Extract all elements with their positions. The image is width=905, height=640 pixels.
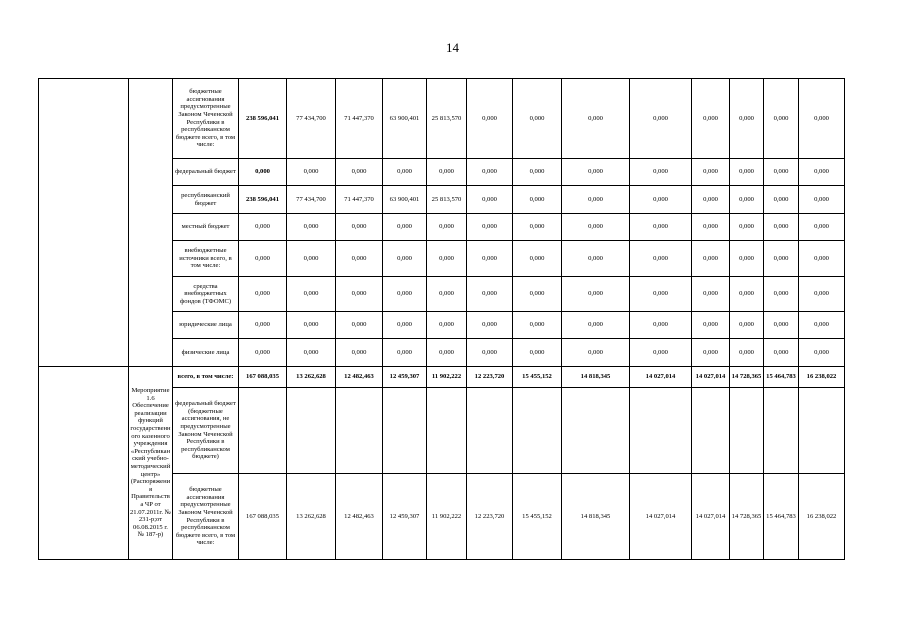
table-cell: 0,000	[562, 277, 630, 312]
table-cell: 0,000	[630, 312, 692, 339]
table-cell: 11 902,222	[427, 474, 467, 560]
table-cell: 0,000	[467, 159, 513, 186]
table-cell: 0,000	[764, 186, 799, 214]
table-cell: 0,000	[513, 186, 562, 214]
table-cell: 0,000	[692, 241, 730, 277]
page-number: 14	[446, 40, 459, 55]
table-cell: 0,000	[692, 339, 730, 367]
table-cell: 0,000	[336, 312, 383, 339]
table-cell: 14 818,345	[562, 474, 630, 560]
table-cell: 12 223,720	[467, 367, 513, 388]
table-cell: 0,000	[467, 186, 513, 214]
table-cell: 71 447,370	[336, 79, 383, 159]
table-cell: 238 596,041	[239, 186, 287, 214]
table-cell: 0,000	[427, 214, 467, 241]
table-cell: 14 027,014	[692, 367, 730, 388]
table-cell: 0,000	[239, 277, 287, 312]
table-cell: 0,000	[513, 159, 562, 186]
table-cell: республиканский бюджет	[173, 186, 239, 214]
table-cell: 0,000	[799, 312, 845, 339]
table-cell: 0,000	[513, 277, 562, 312]
table-cell: 0,000	[383, 312, 427, 339]
table-cell: 0,000	[764, 312, 799, 339]
table-cell: 15 464,783	[764, 367, 799, 388]
table-cell: 0,000	[799, 159, 845, 186]
table-cell: 14 027,014	[692, 474, 730, 560]
table-cell: 0,000	[799, 277, 845, 312]
table-cell	[630, 388, 692, 474]
table-cell: 0,000	[799, 79, 845, 159]
table-cell: 0,000	[467, 277, 513, 312]
table-cell: 0,000	[799, 339, 845, 367]
table-cell: 0,000	[630, 339, 692, 367]
table-cell	[764, 388, 799, 474]
table-cell: 12 459,307	[383, 367, 427, 388]
table-cell: 0,000	[730, 241, 764, 277]
table-cell: 0,000	[513, 312, 562, 339]
table-cell: 12 482,463	[336, 367, 383, 388]
table-cell: 0,000	[692, 186, 730, 214]
table-cell: 0,000	[764, 339, 799, 367]
table-cell	[467, 388, 513, 474]
table-cell: бюджетные ассигнования предусмотренные Законом Чеченской Республики в республиканском бюджете всего, в том числе:	[173, 79, 239, 159]
table-cell: 0,000	[630, 186, 692, 214]
table-cell: 77 434,700	[287, 79, 336, 159]
table-cell: 0,000	[467, 214, 513, 241]
table-cell: 0,000	[799, 214, 845, 241]
table-cell: 0,000	[239, 214, 287, 241]
table-cell: 0,000	[692, 159, 730, 186]
table-cell: 0,000	[513, 241, 562, 277]
table-cell: 167 088,035	[239, 367, 287, 388]
table-cell: 0,000	[336, 277, 383, 312]
table-cell: физические лица	[173, 339, 239, 367]
table-cell: средства внебюджетных фондов (ТФОМС)	[173, 277, 239, 312]
table-cell: 0,000	[239, 241, 287, 277]
table-cell: 0,000	[562, 79, 630, 159]
table-cell: 0,000	[562, 339, 630, 367]
table-cell: 13 262,628	[287, 474, 336, 560]
table-cell: 15 455,152	[513, 367, 562, 388]
table-cell: 0,000	[467, 241, 513, 277]
table-cell: 0,000	[427, 339, 467, 367]
table-cell: 25 813,570	[427, 186, 467, 214]
table-cell: 0,000	[630, 79, 692, 159]
table-cell: 0,000	[513, 339, 562, 367]
table-cell: 0,000	[239, 339, 287, 367]
measure-name: Мероприятие 1.6 Обеспечение реализации функций государственного казенного учреждения «Республиканский учебно-методический центр» (Распоряжения Правительства ЧР от 21.07.2011г. № 231-р;от 06.08.2015 г. № 187-р)	[129, 367, 173, 560]
table-cell: 0,000	[630, 159, 692, 186]
table-cell: 14 818,345	[562, 367, 630, 388]
table-cell: 0,000	[562, 241, 630, 277]
table-cell: всего, в том числе:	[173, 367, 239, 388]
table-cell: 63 900,401	[383, 79, 427, 159]
table-cell	[799, 388, 845, 474]
table-row	[39, 79, 845, 159]
table-cell: бюджетные ассигнования предусмотренные Законом Чеченской Республики в республиканском бюджете всего, в том числе:	[173, 474, 239, 560]
table-cell: 12 482,463	[336, 474, 383, 560]
table-cell: 0,000	[239, 159, 287, 186]
table-cell: 0,000	[239, 312, 287, 339]
table-cell: 16 238,022	[799, 474, 845, 560]
table-cell: 0,000	[692, 312, 730, 339]
table-cell: 0,000	[383, 339, 427, 367]
table-cell: внебюджетные источники всего, в том числе:	[173, 241, 239, 277]
table-cell: 0,000	[764, 79, 799, 159]
table-cell: 0,000	[764, 159, 799, 186]
table-cell	[336, 388, 383, 474]
table-cell: 0,000	[427, 241, 467, 277]
blank-cell	[129, 79, 173, 367]
table-cell: 0,000	[287, 214, 336, 241]
table-cell: 0,000	[799, 241, 845, 277]
table-cell: 77 434,700	[287, 186, 336, 214]
table-cell: 0,000	[562, 214, 630, 241]
table-cell: 0,000	[336, 339, 383, 367]
table-cell: 15 464,783	[764, 474, 799, 560]
table-cell: 0,000	[764, 214, 799, 241]
table-cell: 0,000	[467, 79, 513, 159]
table-cell: 0,000	[467, 339, 513, 367]
table-cell: 0,000	[287, 159, 336, 186]
table-cell: 0,000	[427, 312, 467, 339]
table-cell: 0,000	[467, 312, 513, 339]
table-cell: 0,000	[336, 214, 383, 241]
table-cell: 16 238,022	[799, 367, 845, 388]
table-cell: 0,000	[383, 159, 427, 186]
budget-table	[38, 78, 845, 560]
table-cell: 0,000	[730, 339, 764, 367]
table-cell: 0,000	[287, 277, 336, 312]
table-cell: 14 728,365	[730, 474, 764, 560]
table-cell: 0,000	[799, 186, 845, 214]
table-cell: 0,000	[730, 277, 764, 312]
table-cell: 12 459,307	[383, 474, 427, 560]
table-cell: 71 447,370	[336, 186, 383, 214]
table-cell: 0,000	[383, 214, 427, 241]
table-cell	[692, 388, 730, 474]
section-2-rows	[39, 367, 845, 560]
table-cell: 0,000	[730, 214, 764, 241]
table-cell: 14 027,014	[630, 367, 692, 388]
table-cell: 0,000	[630, 277, 692, 312]
table-cell: 11 902,222	[427, 367, 467, 388]
table-cell	[562, 388, 630, 474]
table-cell: 238 596,041	[239, 79, 287, 159]
table-cell: 14 027,014	[630, 474, 692, 560]
table-cell: 0,000	[427, 159, 467, 186]
table-cell: 0,000	[730, 186, 764, 214]
table-cell: 0,000	[764, 241, 799, 277]
table-cell: 0,000	[730, 159, 764, 186]
table-cell: 12 223,720	[467, 474, 513, 560]
table-cell: юридические лица	[173, 312, 239, 339]
table-cell: федеральный бюджет (бюджетные ассигнования, не предусмотренные Законом Чеченской Республики в республиканском бюджете)	[173, 388, 239, 474]
table-cell: 25 813,570	[427, 79, 467, 159]
table-cell	[383, 388, 427, 474]
table-cell: федеральный бюджет	[173, 159, 239, 186]
table-cell	[287, 388, 336, 474]
blank-cell	[39, 367, 129, 560]
table-cell: местный бюджет	[173, 214, 239, 241]
table-cell: 0,000	[427, 277, 467, 312]
table-cell: 0,000	[692, 79, 730, 159]
table-cell	[239, 388, 287, 474]
table-cell: 0,000	[692, 277, 730, 312]
table-cell: 13 262,628	[287, 367, 336, 388]
table-cell: 0,000	[562, 186, 630, 214]
table-cell: 0,000	[513, 214, 562, 241]
table-cell	[427, 388, 467, 474]
section-1-rows	[39, 79, 845, 367]
table-cell: 0,000	[692, 214, 730, 241]
table-cell	[730, 388, 764, 474]
table-cell: 0,000	[287, 241, 336, 277]
table-cell: 0,000	[630, 241, 692, 277]
table-row	[39, 367, 845, 388]
table-cell: 14 728,365	[730, 367, 764, 388]
blank-cell	[39, 79, 129, 367]
table-cell: 0,000	[287, 339, 336, 367]
table-cell: 15 455,152	[513, 474, 562, 560]
table-cell: 0,000	[730, 312, 764, 339]
table-cell: 0,000	[562, 159, 630, 186]
table-cell: 0,000	[513, 79, 562, 159]
table-cell: 0,000	[764, 277, 799, 312]
table-cell: 0,000	[287, 312, 336, 339]
table-cell: 63 900,401	[383, 186, 427, 214]
table-cell: 0,000	[336, 159, 383, 186]
table-cell: 0,000	[630, 214, 692, 241]
table-cell	[513, 388, 562, 474]
table-cell: 167 088,035	[239, 474, 287, 560]
table-cell: 0,000	[383, 277, 427, 312]
table-cell: 0,000	[730, 79, 764, 159]
table-cell: 0,000	[383, 241, 427, 277]
table-cell: 0,000	[336, 241, 383, 277]
table-cell: 0,000	[562, 312, 630, 339]
